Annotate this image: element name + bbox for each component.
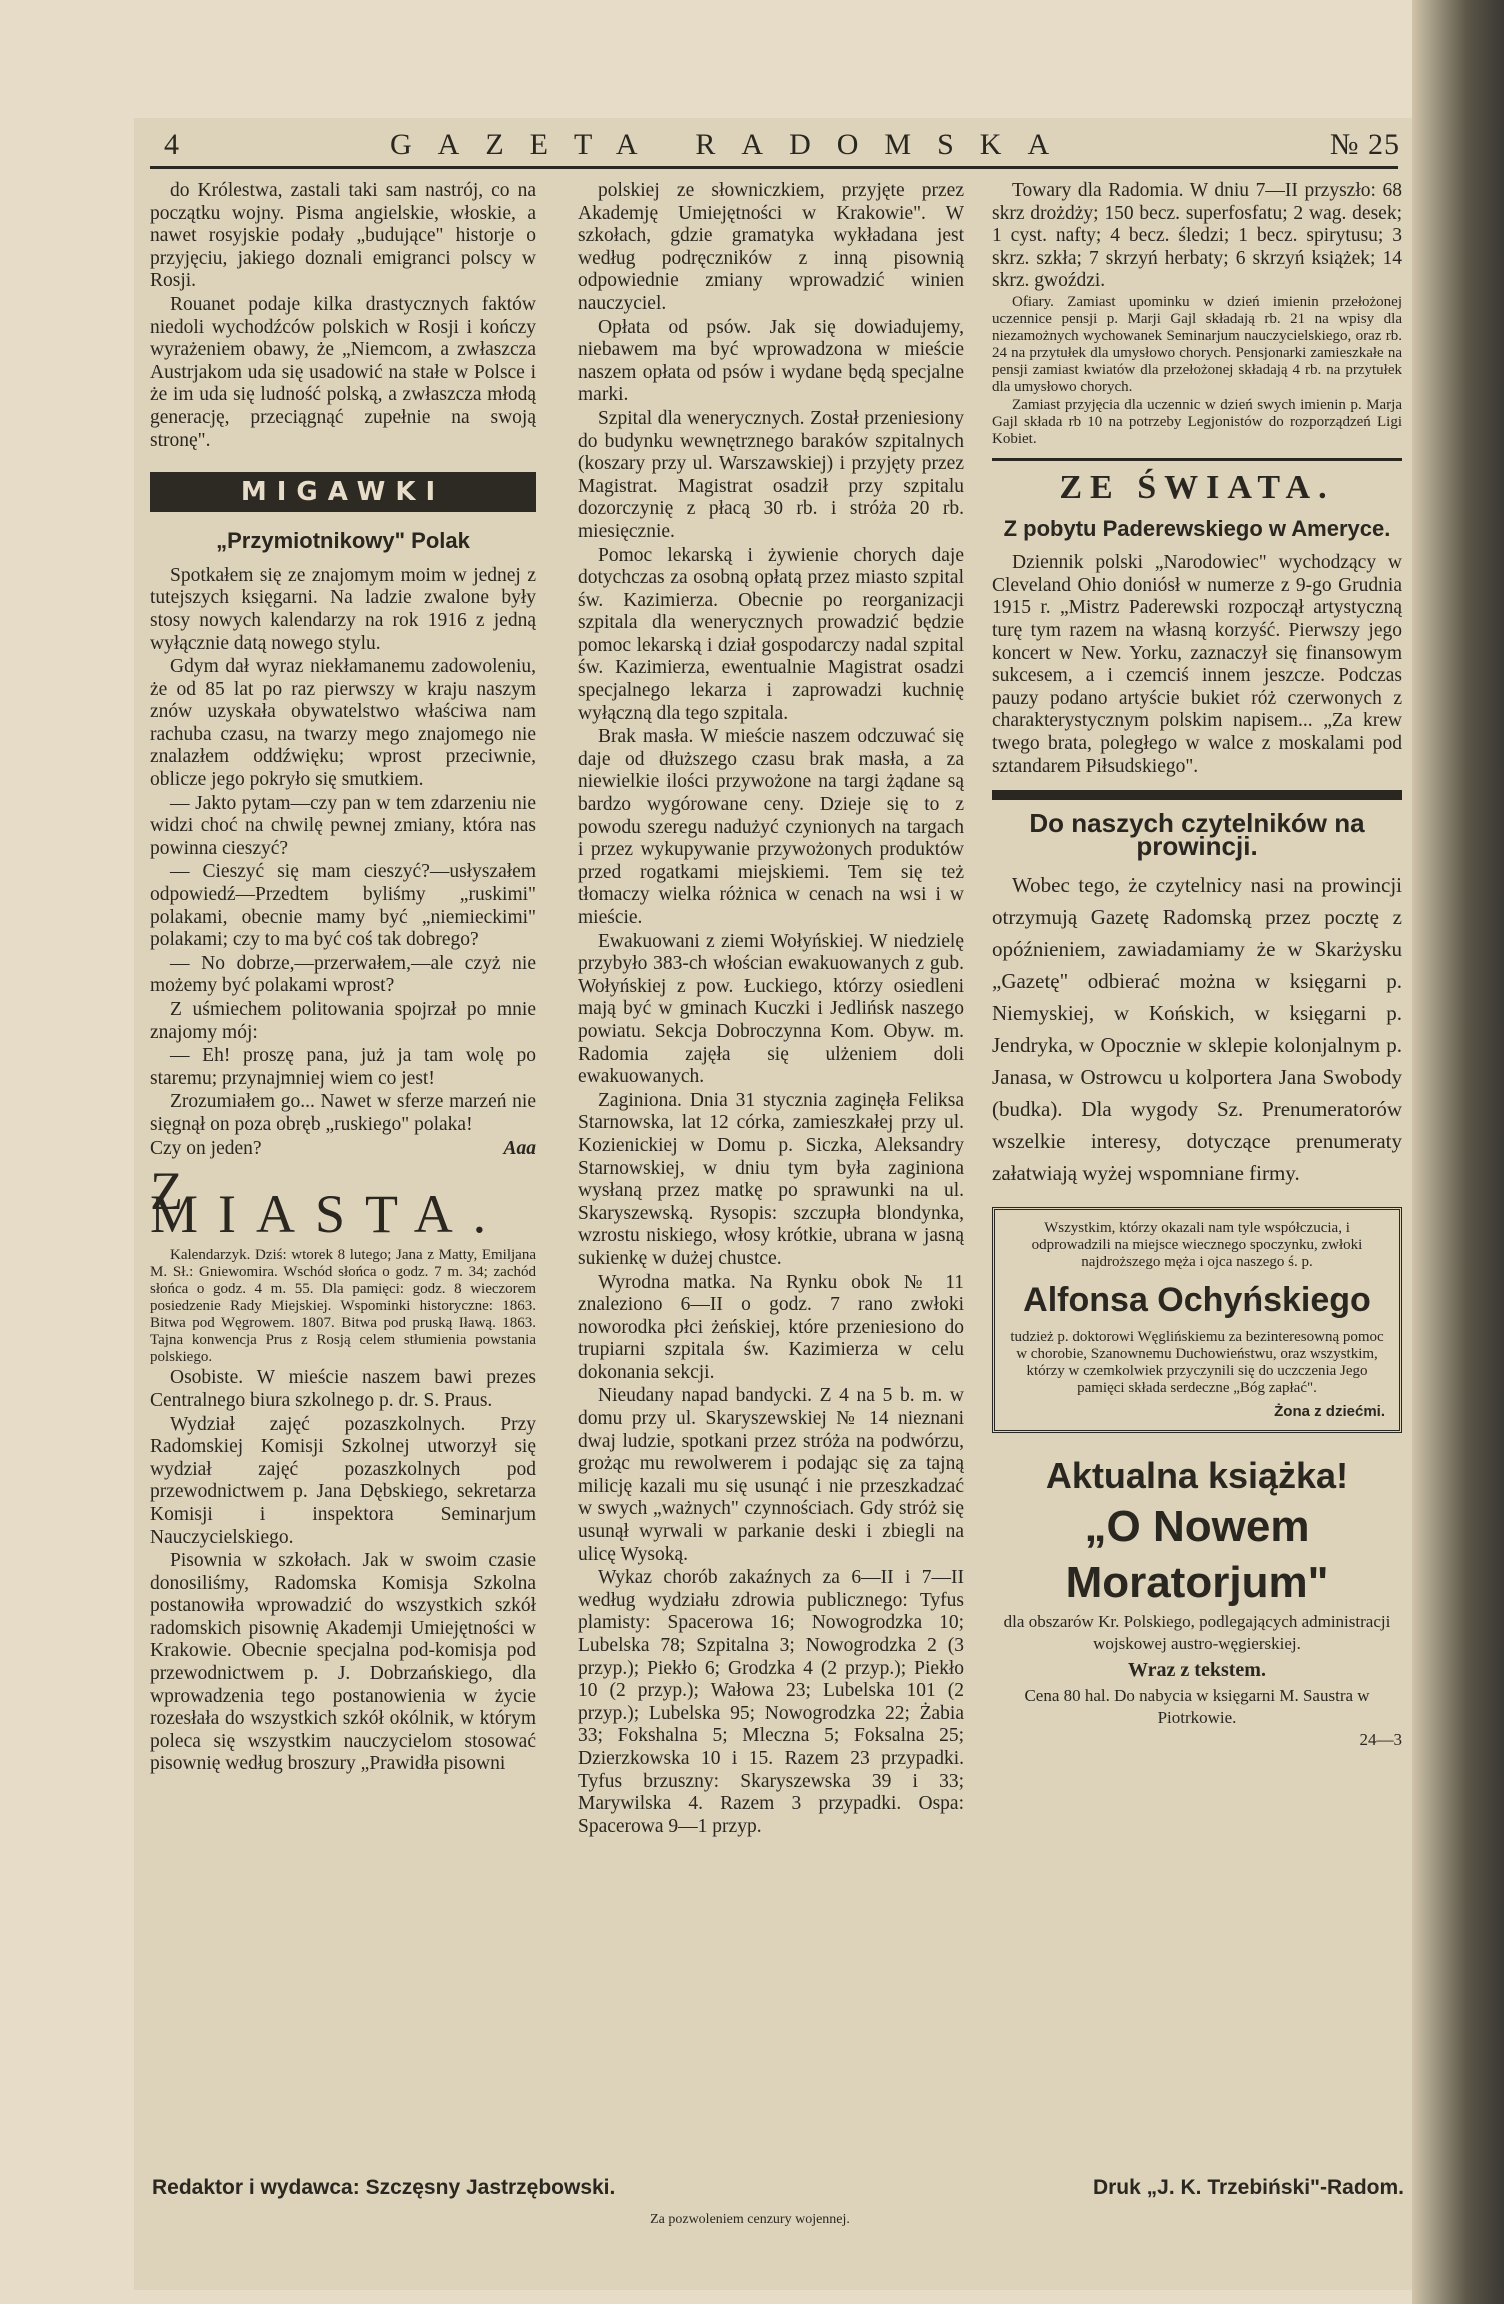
section-title-ze-swiata: ZE ŚWIATA. bbox=[1059, 468, 1335, 506]
article-title: „Przymiotnikowy" Polak bbox=[216, 528, 470, 554]
news-item: Zamiast przyjęcia dla uczennic w dzień swych imienin p. Marja Gajl składa rb 10 na potrzeby Legjonistów do rozporządzeń Ligi Kobiet. bbox=[992, 396, 1402, 447]
news-item: polskiej ze słowniczkiem, przyjęte przez Akademję Umiejętności w Krakowie". W szkołach, gdzie gramatyka wykładana jest według podręczników z inną pisownią odpowiednie zmiany wprowadzić winien nauczyciel. bbox=[578, 180, 964, 314]
news-item: Nieudany napad bandycki. Z 4 na 5 b. m. w domu przy ul. Skaryszewskiej № 14 nieznani dwaj ludzie, spotkani przez stróża na podwórzu, grożąc mu rewolwerem i podając się za tajną milicję kazali mu się usunąć i nie przeszkadzać w swych „ważnych" czynnościach. Gdy stróż się usunął wyrwali w parkanie deski i zbiegli na ulicę Wysoką. bbox=[578, 1385, 964, 1565]
page-number: 4 bbox=[164, 128, 181, 161]
obituary-notice bbox=[992, 1207, 1402, 1433]
ad-code: 24—3 bbox=[1359, 1730, 1402, 1750]
news-item: Wydział zajęć pozaszkolnych. Przy Radomskiej Komisji Szkolnej utworzył się wydział zajęć pozaszkolnych pod przewodnictwem p. Jana Dębskiego, sekretarza Komisji i inspektora Seminarjum Nauczycielskiego. bbox=[150, 1413, 536, 1548]
news-item: Towary dla Radomia. W dniu 7—II przyszło: 68 skrz drożdży; 150 becz. superfosfatu; 2 wag. desek; 1 cyst. nafty; 4 becz. śledzi; 1 becz. spirytusu; 3 skrz. szkła; 7 skrzyń herbaty; 6 skrzyń książek; 14 skrz. gwoździ. bbox=[992, 180, 1402, 292]
news-item: Kalendarzyk. Dziś: wtorek 8 lutego; Jana z Matty, Emiljana M. Sł.: Gniewomira. Wschód słońca o godz. 7 m. 34; zachód słońca o godz. 4 m. 55. Dla pamięci: godz. 8 wieczorem posiedzenie Rady Miejskiej. Wspominki historyczne: 1863. Bitwa pod Węgrowem. 1807. Bitwa pod pruską Iławą. 1863. Tajna konwencja Prus z Rosją celem stłumienia powstania polskiego. bbox=[150, 1247, 536, 1366]
column-1 bbox=[150, 180, 536, 2130]
news-item: Opłata od psów. Jak się dowiadujemy, niebawem ma być wprowadzona w mieście naszem opłata od psów i wydane będą specjalne marki. bbox=[578, 316, 964, 406]
article-text: Z uśmiechem politowania spojrzał po mnie znajomy mój: bbox=[150, 999, 536, 1043]
article-text: — Jakto pytam—czy pan w tem zdarzeniu nie widzi choć na chwilę pewnej zmiany, która nas powinna cieszyć? bbox=[150, 792, 536, 859]
book-binding-edge bbox=[1412, 0, 1504, 2304]
ad-text: Cena 80 hal. Do nabycia w księgarni M. Saustra w Piotrkowie. bbox=[1024, 1686, 1370, 1728]
article-text: Dziennik polski „Narodowiec" wychodzący w Cleveland Ohio doniósł w numerze z 9-go Grudnia 1915 r. „Mistrz Paderewski rozpoczął artystyczną turę tym razem na własną korzyść. Pierwszy jego koncert w New. Yorku, zaznaczył się finansowym sukcesem, a i czemciś innem jeszcze. Podczas pauzy podano artyście bukiet róż czerwonych z charakterystycznym polskim napisem... „Za krew twego brata, poległego w walce z moskalami pod sztandarem Piłsudskiego". bbox=[992, 552, 1402, 777]
signature-line bbox=[150, 1138, 536, 1161]
ad-text: dla obszarów Kr. Polskiego, podlegających administracji wojskowej austro-węgierskiej. bbox=[1003, 1612, 1391, 1654]
news-item: Wyrodna matka. Na Rynku obok № 11 znaleziono 6—II o godz. 7 rano zwłoki noworodka płci żeńskiej, które przeniesiono do trupiarni szpitala św. Kazimierza w celu dokonania sekcji. bbox=[578, 1271, 964, 1383]
news-item: Pisownia w szkołach. Jak w swoim czasie donosiliśmy, Radomska Komisja Szkolna postanowiła wprowadzić do wszystkich szkół radomskich pisownię Akademji Umiejętności w Krakowie. Obecnie specjalna pod-komisja pod przewodnictwem p. J. Dobrzańskiego, dla wprowadzenia tego postanowienia w życie rozesłała do wszystkich szkół okólnik, w którym poleca się wszystkim nauczycielom stosować pisownię według broszury „Prawidła pisowni bbox=[150, 1550, 536, 1775]
footer-editor: Redaktor i wydawca: Szczęsny Jastrzębowski. bbox=[152, 2176, 616, 2199]
article-text: Rouanet podaje kilka drastycznych faktów niedoli wychodźców polskich w Rosji i kończy wyrażeniem obawy, że „Niemcom, a zwłaszcza Austrjakom uda się usadowić na stałe w Polsce i że im uda się ludność polską, a zwłaszcza młodą generację, przeciągnąć zupełnie na swoją stronę". bbox=[150, 293, 536, 451]
article-text: do Królestwa, zastali taki sam nastrój, co na początku wojny. Pisma angielskie, włoskie, a nawet rosyjskie podały „budujące" historje o przyjęciu, jakiego doznali emigranci polscy w Rosji. bbox=[150, 180, 536, 292]
news-item: Brak masła. W mieście naszem odczuwać się daje od dłuższego czasu brak masła, a za niewielkie ilości przywożone na targi żądane są bardzo wygórowane ceny. Dzieje się to z powodu szeregu nadużyć czynionych na targach i przez wykupywanie przywożonych produktów przed rogatkami miejskiemi. Tem się też tłomaczy wielka różnica w cenach na wsi i w mieście. bbox=[578, 726, 964, 928]
ad-book-title: „O Nowem Moratorjum" bbox=[1065, 1502, 1329, 1608]
news-item: Wykaz chorób zakaźnych za 6—II i 7—II według wydziału zdrowia publicznego: Tyfus plamisty: Spacerowa 16; Nowogrodzka 10; Lubelska 78; Szpitalna 3; Nowogrodzka 2 (3 przyp.); Piekło 6; Grodzka 4 (2 przyp.); Piekło 10 (2 przyp.); Wałowa 23; Lubelska 101 (2 przyp.); Lubelska 95; Nowogrodzka 22; Żabia 33; Fokshalna 5; Mleczna 5; Foksalna 25; Dzierzkowska 10 i 15. Razem 23 przypadki. Tyfus brzuszny: Skaryszewska 39 i 33; Marywilska 4. Razem 3 przypadki. Ospa: Spacerowa 9—1 przyp. bbox=[578, 1567, 964, 1837]
news-item: Ewakuowani z ziemi Wołyńskiej. W niedzielę przybyło 383-ch włościan ewakuowanych z gub. Wołyńskiej z pow. Łuckiego, którzy osiedleni mają być w gminach Kuczki i Jedlińsk naszego powiatu. Sekcja Dobroczynna Kom. Obyw. m. Radomia zajęła się ulżeniem doli ewakuowanych. bbox=[578, 930, 964, 1088]
column-2 bbox=[578, 180, 964, 2130]
article-title: Do naszych czytelników na prowincji. bbox=[1029, 808, 1365, 861]
book-advertisement bbox=[992, 1453, 1402, 1751]
article-text: Spotkałem się ze znajomym moim w jednej z tutejszych księgarni. Na ladzie zwalone były stosy nowych kalendarzy na rok 1916 z jedną wyłącznie datą nowego stylu. bbox=[150, 564, 536, 654]
notice-text: Wszystkim, którzy okazali nam tyle współczucia, i odprowadzili na miejsce wiecznego spoczynku, zwłoki najdroższego męża i ojca naszego ś. p. bbox=[1031, 1220, 1363, 1271]
ad-text: Wraz z tekstem. bbox=[1128, 1659, 1266, 1682]
section-title-z-miasta: Z MIASTA. bbox=[150, 1161, 507, 1244]
news-item: Szpital dla wenerycznych. Został przeniesiony do budynku wewnętrznego baraków szpitalnych (koszary przy ul. Warszawskiej) i przyjęty przez Magistrat. Magistrat osadził przy szpitalu dozorczynię z płacą 30 rb. i stróża 20 rb. miesięcznie. bbox=[578, 407, 964, 542]
article-text: Zrozumiałem go... Nawet w sferze marzeń nie sięgnął on poza obręb „ruskiego" polaka! bbox=[150, 1091, 536, 1135]
news-item: Ofiary. Zamiast upominku w dzień imienin przełożonej uczennice pensji p. Marji Gajl składają rb. 21 na wpisy dla niezamożnych wychowanek Seminarjum nauczycielskiego, oraz rb. 24 na przytułek dla umysłowo chorych. Pensjonarki zamieszkałe na pensji zamiast kwiatów dla przełożonej składają 4 rb. na przytułek dla umysłowo chorych. bbox=[992, 293, 1402, 395]
issue-number: № 25 bbox=[1329, 128, 1400, 161]
page-header bbox=[160, 128, 1400, 168]
divider bbox=[992, 790, 1402, 800]
news-item: Osobiste. W mieście naszem bawi prezes Centralnego biura szkolnego p. dr. S. Praus. bbox=[150, 1367, 536, 1411]
notice-text: tudzież p. doktorowi Węglińskiemu za bezinteresowną pomoc w chorobie, Szanownemu Duchowieństwu, oraz wszystkim, którzy w czemkolwiek przyczynili się do uczczenia Jego pamięci składa serdeczne „Bóg zapłać". bbox=[1010, 1329, 1384, 1397]
article-text: — Eh! proszę pana, już ja tam wolę po staremu; przynajmniej wiem co jest! bbox=[150, 1045, 536, 1089]
news-item: Pomoc lekarską i żywienie chorych daje dotychczas za osobną opłatą przez miasto szpital św. Kazimierza. Obecnie po reorganizacji szpitala dla wenerycznych prowadzić będzie pomoc lekarską i dział gospodarczy nadal szpital św. Kazimierza, ewentualnie Magistrat osadzi specjalnego lekarza i zaprowadzi kuchnię wyłączną dla tego szpitala. bbox=[578, 544, 964, 724]
article-text: Gdym dał wyraz niekłamanemu zadowoleniu, że od 85 lat po raz pierwszy w kraju naszym znów uzyskała obywatelstwo właściwa nam rachuba czasu, na twarzy mego znajomego nie znalazłem oddźwięku; wprost przeciwnie, oblicze jego pokryło się smutkiem. bbox=[150, 656, 536, 791]
news-item: Zaginiona. Dnia 31 stycznia zaginęła Feliksa Starnowska, lat 12 córka, zamieszkałej przy ul. Kozienickiej w Domu p. Siczka, Aleksandry Starnowskiej, w dniu tym była zaginiona wysłaną przez matkę po sprawunki na ul. Skaryszewską. Rysopis: szczupła blondynka, wzrostu niskiego, włosy krótkie, ubrana w jasną sukienkę w dużej chustce. bbox=[578, 1089, 964, 1269]
newspaper-title: GAZETA RADOMSKA bbox=[390, 128, 1076, 161]
header-rule bbox=[150, 166, 1398, 169]
ad-headline: Aktualna książka! bbox=[1045, 1455, 1349, 1497]
article-text: — Cieszyć się mam cieszyć?—usłyszałem odpowiedź—Przedtem byliśmy „ruskimi" polakami, obecnie mamy być „niemieckimi" polakami; czy to ma być coś tak dobrego? bbox=[150, 861, 536, 951]
article-text: — No dobrze,—przerwałem,—ale czyż nie możemy być polakami wprost? bbox=[150, 952, 536, 997]
footer-printer: Druk „J. K. Trzebiński"-Radom. bbox=[1092, 2176, 1404, 2199]
column-3 bbox=[992, 180, 1402, 2120]
article-title: Z pobytu Paderewskiego w Ameryce. bbox=[1003, 515, 1391, 541]
section-banner-migawki: MIGAWKI bbox=[150, 472, 536, 512]
censorship-note: Za pozwoleniem cenzury wojennej. bbox=[650, 2212, 850, 2227]
article-text: Wobec tego, że czytelnicy nasi na prowincji otrzymują Gazetę Radomską przez pocztę z opóźnieniem, zawiadamiamy że w Skarżysku „Gazetę" odbierać można w księgarni p. Niemyskiej, w Końskich, w księgarni p. Jendryka, w Opocznie w sklepie kolonjalnym p. Janasa, w Ostrowcu u kolportera Jana Swobody (budka). Dla wygody Sz. Prenumeratorów wszelkie interesy, dotyczące prenumeraty załatwiają wyżej wspomniane firmy. bbox=[992, 873, 1402, 1186]
closing-question: Czy on jeden? bbox=[150, 1137, 262, 1159]
notice-name: Alfonsa Ochyńskiego bbox=[1023, 1281, 1371, 1320]
divider bbox=[992, 458, 1402, 461]
author-signature: Aaa bbox=[503, 1137, 536, 1159]
notice-signature: Żona z dziećmi. bbox=[1274, 1403, 1385, 1421]
